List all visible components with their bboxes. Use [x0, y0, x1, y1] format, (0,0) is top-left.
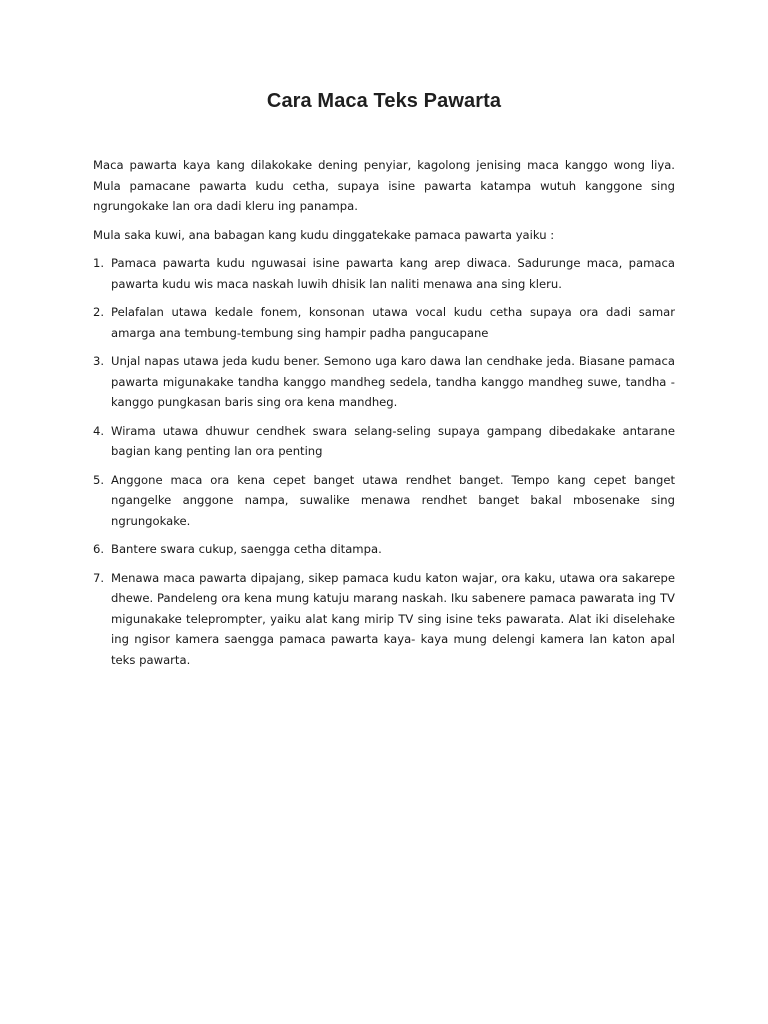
list-item-text: Pelafalan utawa kedale fonem, konsonan utawa vocal kudu cetha supaya ora dadi samar amarga ana tembung-tembung sing hampir padha pangucapane	[111, 305, 675, 340]
list-item	[93, 302, 675, 343]
list-item	[93, 421, 675, 462]
list-item-number: 4.	[93, 423, 105, 438]
list-item-number: 6.	[93, 542, 105, 556]
document-page	[93, 90, 675, 678]
list-item	[93, 568, 675, 671]
list-item-text: Bantere swara cukup, saengga cetha ditampa.	[111, 542, 382, 556]
list-item-number: 2.	[93, 305, 105, 319]
list-item	[93, 253, 675, 294]
lead-in-paragraph: Mula saka kuwi, ana babagan kang kudu dinggatekake pamaca pawarta yaiku :	[93, 227, 555, 242]
list-item-number: 3.	[93, 354, 105, 368]
list-item-text: Anggone maca ora kena cepet banget utawa rendhet banget. Tempo kang cepet banget ngangelke anggone nampa, suwalike menawa rendhet banget bakal mbosenake sing ngrungokake.	[111, 472, 675, 528]
list-item-text: Unjal napas utawa jeda kudu bener. Semono uga karo dawa lan cendhake jeda. Biasane pamaca pawarta migunakake tandha kanggo mandheg sedela, tandha kanggo mandheg suwe, tandha - kanggo pungkasan baris sing ora kena mandheg.	[111, 354, 675, 409]
list-item	[93, 470, 675, 532]
document-title: Cara Maca Teks Pawarta	[266, 90, 502, 112]
list-item	[93, 351, 675, 413]
list-item-number: 7.	[93, 570, 105, 585]
list-item	[93, 539, 675, 560]
intro-paragraph: Maca pawarta kaya kang dilakokake dening penyiar, kagolong jenising maca kanggo wong liya. Mula pamacane pawarta kudu cetha, supaya isine pawarta katampa wutuh kanggone sing ngrungokake lan ora dadi kleru ing panampa.	[93, 158, 675, 213]
list-item-number: 5.	[93, 472, 105, 487]
guideline-list	[93, 253, 675, 670]
list-item-text: Menawa maca pawarta dipajang, sikep pamaca kudu katon wajar, ora kaku, utawa ora sakarepe dhewe. Pandeleng ora kena mung katuju marang naskah. Iku sabenere pamaca pawarata ing TV migunakake teleprompter, yaiku alat kang mirip TV sing isine teks pawarata. Alat iki diselehake ing ngisor kamera saengga pamaca pawarta kaya- kaya mung delengi kamera lan katon apal teks pawarta.	[111, 570, 675, 667]
list-item-text: Wirama utawa dhuwur cendhek swara selang-seling supaya gampang dibedakake antarane bagian kang penting lan ora penting	[111, 423, 675, 458]
list-item-text: Pamaca pawarta kudu nguwasai isine pawarta kang arep diwaca. Sadurunge maca, pamaca pawarta kudu wis maca naskah luwih dhisik lan naliti menawa ana sing kleru.	[111, 256, 675, 291]
list-item-number: 1.	[93, 256, 105, 270]
